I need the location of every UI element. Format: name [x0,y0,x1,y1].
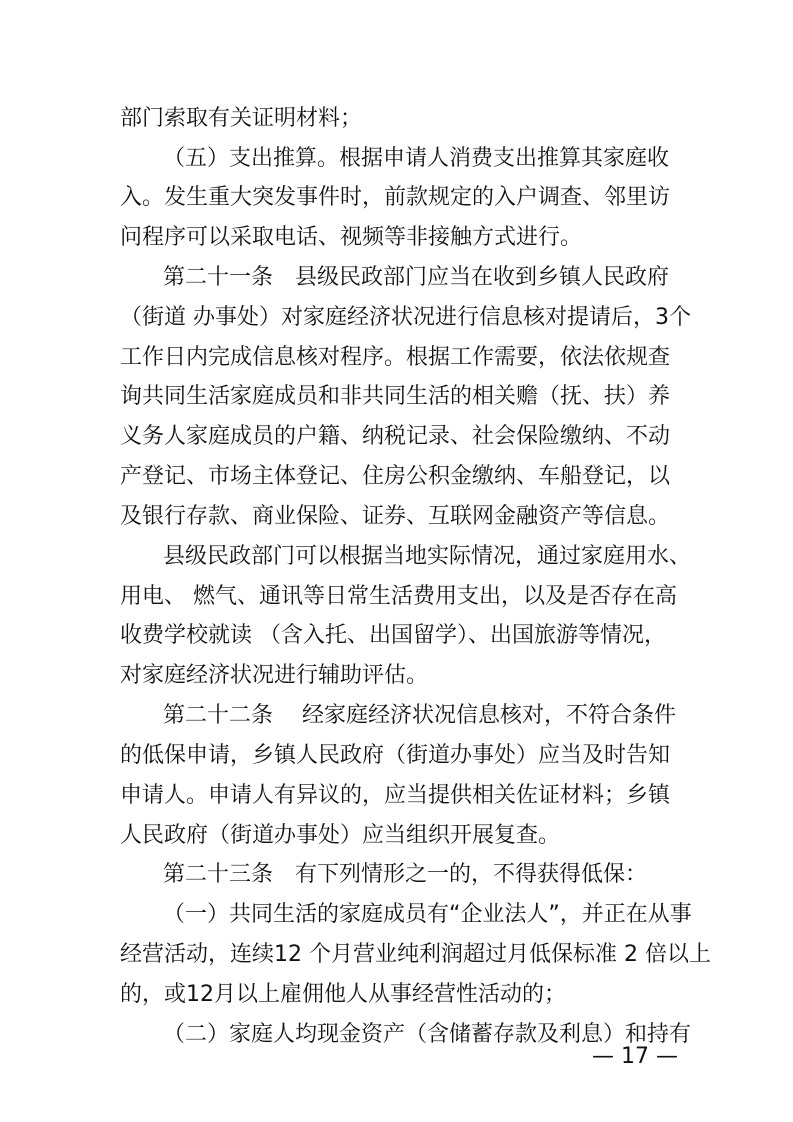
text-line-9: 义务人家庭成员的户籍、纳税记录、社会保险缴纳、不动 [120,424,671,449]
text-line-8: 询共同生活家庭成员和非共同生活的相关赡（抚、扶）养 [120,384,671,409]
text-line-5: 第二十一条 县级民政部门应当在收到乡镇人民政府 [163,265,670,290]
text-line-17: 的低保申请，乡镇人民政府（街道办事处）应当及时告知 [120,743,671,768]
text-line-2: （五）支出推算。根据申请人消费支出推算其家庭收 [163,146,670,171]
text-line-11: 及银行存款、商业保险、证券、互联网金融资产等信息。 [120,504,671,529]
text-line-22: 经营活动，连续12 个月营业纯利润超过月低保标准 2 倍以上 [120,942,711,967]
text-line-20: 第二十三条 有下列情形之一的，不得获得低保： [163,862,648,887]
text-line-19: 人民政府（街道办事处）应当组织开展复查。 [120,823,561,848]
text-line-21: （一）共同生活的家庭成员有“企业法人”，并正在从事 [163,902,692,927]
text-line-12: 县级民政部门可以根据当地实际情况，通过家庭用水、 [163,544,692,569]
text-line-24: （二）家庭人均现金资产（含储蓄存款及利息）和持有 [163,1022,692,1047]
text-line-15: 对家庭经济状况进行辅助评估。 [120,663,429,688]
text-line-3: 入。发生重大突发事件时，前款规定的入户调查、邻里访 [120,185,671,210]
text-line-14: 收费学校就读 （含入托、出国留学）、出国旅游等情况， [120,623,666,648]
text-line-16: 第二十二条 经家庭经济状况信息核对，不符合条件 [163,703,676,728]
page-number: — 17 — [592,1044,678,1069]
text-line-1: 部门索取有关证明材料； [120,106,363,131]
text-line-4: 问程序可以采取电话、视频等非接触方式进行。 [120,225,583,250]
text-line-13: 用电、 燃气、通讯等日常生活费用支出，以及是否存在高 [120,584,677,609]
text-line-6: （街道 办事处）对家庭经济状况进行信息核对提请后，3个 [120,305,691,330]
text-line-7: 工作日内完成信息核对程序。根据工作需要，依法依规查 [120,345,671,370]
text-line-10: 产登记、市场主体登记、住房公积金缴纳、车船登记，以 [120,464,671,489]
text-line-23: 的，或12月以上雇佣他人从事经营性活动的； [120,982,566,1007]
text-line-18: 申请人。申请人有异议的，应当提供相关佐证材料；乡镇 [120,783,671,808]
